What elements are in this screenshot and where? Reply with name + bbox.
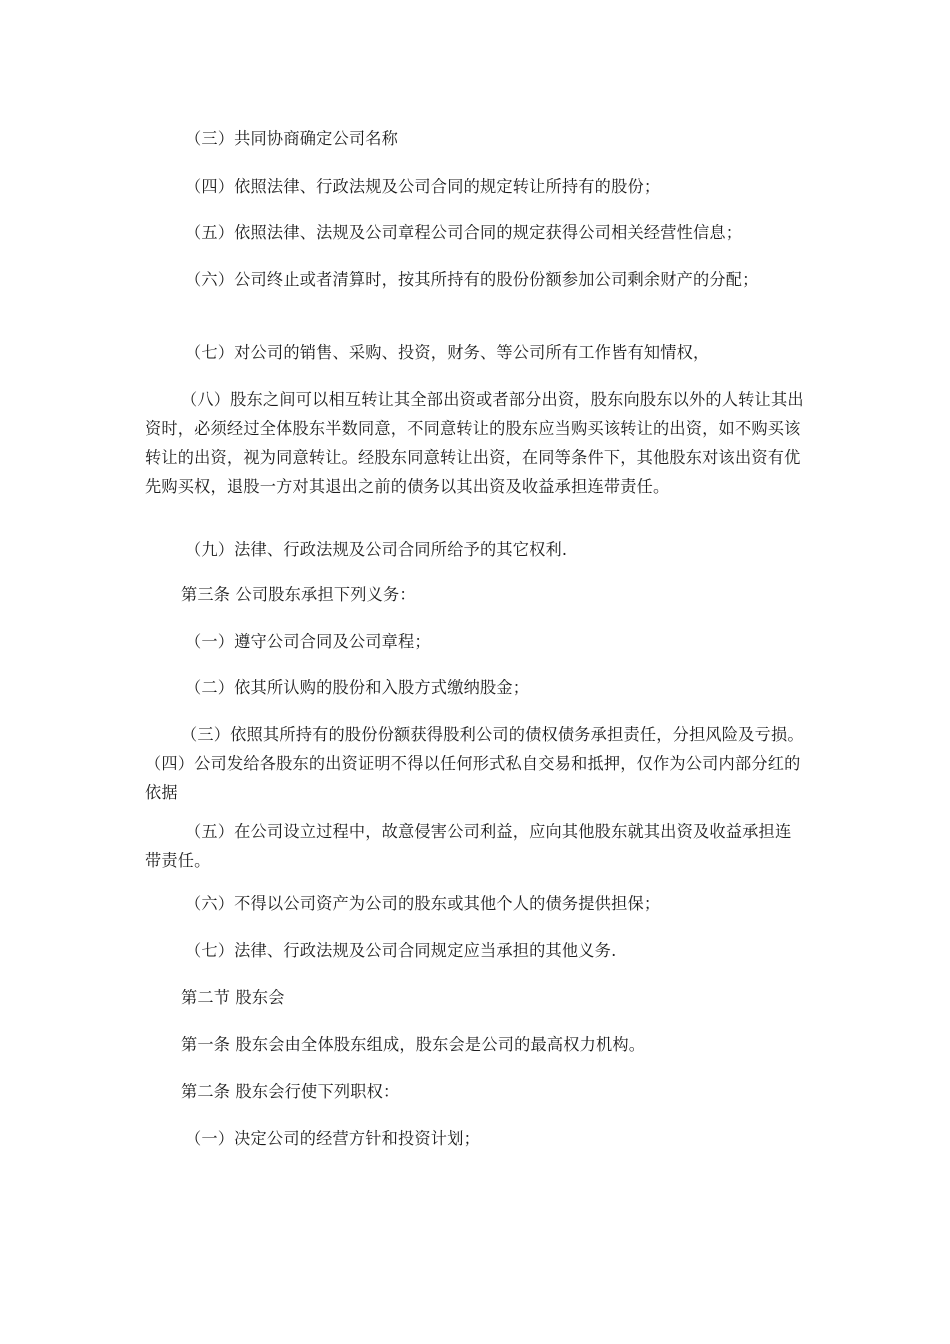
section-2-heading: 第二节 股东会	[181, 988, 285, 1007]
paragraph-power-1: （一）决定公司的经营方针和投资计划；	[185, 1129, 480, 1148]
paragraph-right-7: （七）对公司的销售、采购、投资，财务、等公司所有工作皆有知情权，	[185, 343, 710, 362]
paragraph-duty-7: （七）法律、行政法规及公司合同规定应当承担的其他义务.	[185, 941, 617, 960]
paragraph-duty-6: （六）不得以公司资产为公司的股东或其他个人的债务提供担保；	[185, 894, 661, 913]
paragraph-right-3: （三）共同协商确定公司名称	[185, 129, 399, 148]
article-2-heading: 第二条 股东会行使下列职权：	[181, 1082, 400, 1101]
paragraph-right-6: （六）公司终止或者清算时，按其所持有的股份份额参加公司剩余财产的分配；	[185, 270, 759, 289]
paragraph-right-9: （九）法律、行政法规及公司合同所给予的其它权利.	[185, 540, 568, 559]
paragraph-right-4: （四）依照法律、行政法规及公司合同的规定转让所持有的股份；	[185, 177, 661, 196]
paragraph-duty-1: （一）遵守公司合同及公司章程；	[185, 632, 431, 651]
article-1-paragraph: 第一条 股东会由全体股东组成，股东会是公司的最高权力机构。	[181, 1035, 646, 1054]
article-3-heading: 第三条 公司股东承担下列义务：	[181, 585, 416, 604]
paragraph-right-8: （八）股东之间可以相互转让其全部出资或者部分出资，股东向股东以外的人转让其出资时，必须经过全体股东半数同意，不同意转让的股东应当购买该转让的出资，如不购买该转让的出资，视为同意转让。经股东同意转让出资，在同等条件下，其他股东对该出资有优先购买权，退股一方对其退出之前的债务以其出资及收益承担连带责任。	[145, 390, 804, 496]
paragraph-duty-2: （二）依其所认购的股份和入股方式缴纳股金；	[185, 678, 530, 697]
paragraph-duty-3-4: （三）依照其所持有的股份份额获得股利公司的债权债务承担责任，分担风险及亏损。 （四）公司发给各股东的出资证明不得以任何形式私自交易和抵押，仅作为公司内部分红的依据	[145, 725, 804, 802]
paragraph-right-5: （五）依照法律、法规及公司章程公司合同的规定获得公司相关经营性信息；	[185, 223, 743, 242]
paragraph-duty-5: （五）在公司设立过程中，故意侵害公司利益，应向其他股东就其出资及收益承担连带责任。	[145, 822, 792, 870]
